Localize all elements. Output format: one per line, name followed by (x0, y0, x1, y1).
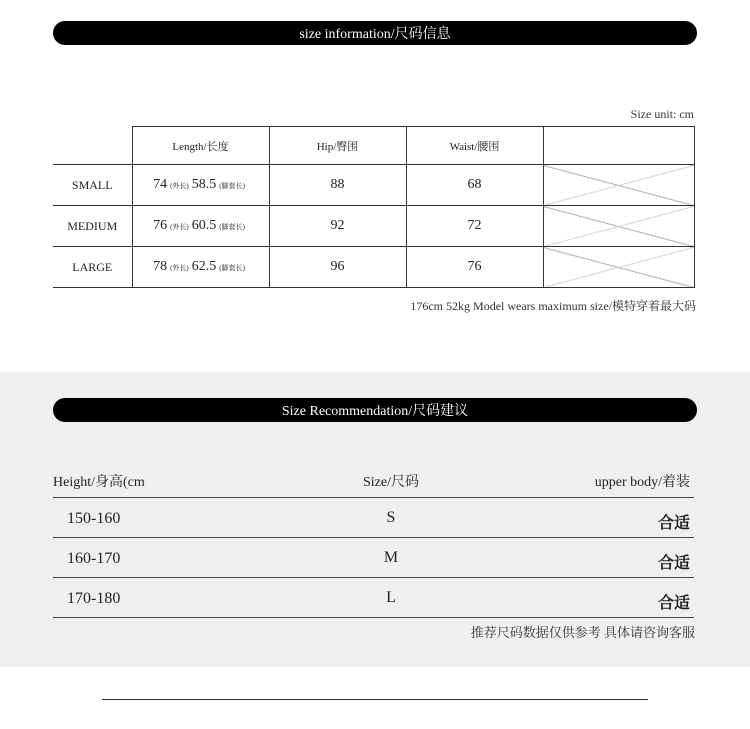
row-label: SMALL (53, 165, 132, 206)
header-size: Size/尺码 (363, 475, 419, 490)
row-label: MEDIUM (53, 206, 132, 247)
length-cell: 74 (外长) 58.5 (脚套长) (132, 165, 269, 206)
blank-diagonal-cell (543, 206, 694, 247)
recommended-size: M (383, 549, 399, 566)
size-info-title-bar (53, 21, 697, 45)
header-blank (543, 127, 694, 165)
row-label: LARGE (53, 247, 132, 288)
table-row-large (53, 247, 694, 288)
length-cell: 78 (外长) 62.5 (脚套长) (132, 247, 269, 288)
table-row-small (53, 165, 694, 206)
fit-label: 合适 (657, 555, 690, 572)
recommendation-note: 推荐尺码数据仅供参考 具体请咨询客服 (470, 625, 695, 640)
header-waist: Waist/腰围 (406, 127, 543, 165)
corner-cell (53, 127, 132, 165)
length-cell: 76 (外长) 60.5 (脚套长) (132, 206, 269, 247)
height-range: 160-170 (67, 550, 121, 567)
recommendation-row (53, 498, 694, 538)
waist-cell: 76 (406, 247, 543, 288)
recommendation-row (53, 578, 694, 618)
hip-cell: 92 (269, 206, 406, 247)
size-unit-label: Size unit: cm (630, 107, 694, 121)
size-recommendation-title-bar (53, 398, 697, 422)
size-info-title: size information/尺码信息 (299, 27, 451, 42)
header-length: Length/长度 (132, 127, 269, 165)
recommendation-row (53, 538, 694, 578)
header-height: Height/身高(cm (53, 475, 145, 490)
blank-diagonal-cell (543, 247, 694, 288)
recommended-size: L (386, 589, 396, 606)
size-recommendation-title: Size Recommendation/尺码建议 (281, 404, 469, 419)
recommendation-header-row (53, 470, 694, 498)
hip-cell: 96 (269, 247, 406, 288)
size-table-header-row (53, 127, 694, 165)
table-row-medium (53, 206, 694, 247)
size-table (53, 126, 695, 288)
hip-cell: 88 (269, 165, 406, 206)
height-range: 150-160 (67, 510, 121, 527)
header-upper-body: upper body/着装 (594, 475, 690, 490)
fit-label: 合适 (657, 515, 690, 532)
height-range: 170-180 (67, 590, 121, 607)
waist-cell: 72 (406, 206, 543, 247)
model-note: 176cm 52kg Model wears maximum size/模特穿着最大码 (410, 299, 696, 313)
fit-label: 合适 (657, 595, 690, 612)
recommended-size: S (386, 509, 396, 526)
header-hip: Hip/臀围 (269, 127, 406, 165)
blank-diagonal-cell (543, 165, 694, 206)
bottom-divider (102, 699, 648, 700)
waist-cell: 68 (406, 165, 543, 206)
